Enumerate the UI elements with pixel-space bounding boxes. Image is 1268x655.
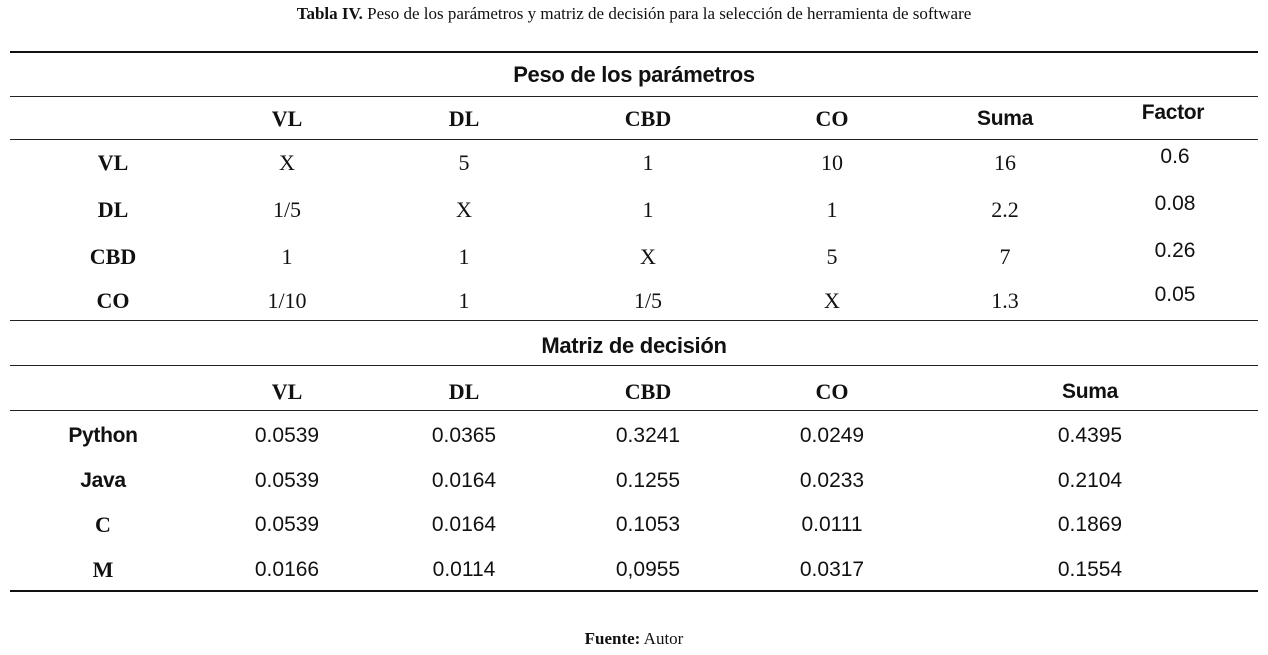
matrix-title-rule: [10, 365, 1258, 366]
table-cell: 0.1869: [1057, 513, 1123, 536]
table-cell: 1/10: [267, 288, 307, 313]
table-cell: X: [456, 197, 472, 222]
row-label: VL: [97, 150, 129, 175]
table-bottom-rule: [10, 590, 1258, 592]
table-cell: 0.0539: [254, 469, 320, 492]
table-cell: 1: [458, 288, 470, 313]
matrix-header-vl: VL: [271, 379, 303, 404]
table-cell: X: [279, 150, 295, 175]
decision-table: [10, 50, 1258, 592]
weights-title-rule: [10, 96, 1258, 97]
table-row: [10, 419, 1258, 453]
table-cell: 16: [994, 150, 1016, 175]
weights-bottom-rule: [10, 320, 1258, 321]
weights-header-co: CO: [815, 106, 849, 131]
matrix-header-row: [10, 375, 1258, 409]
table-cell: 1: [281, 244, 293, 269]
source-text: Autor: [640, 629, 684, 648]
table-cell: 7: [999, 244, 1011, 269]
table-cell: 0.0164: [431, 469, 497, 492]
table-cell: 5: [458, 150, 470, 175]
matrix-header-suma: Suma: [1062, 380, 1118, 403]
matrix-header-co: CO: [815, 379, 849, 404]
table-row: [10, 464, 1258, 498]
source-note: [0, 628, 1268, 650]
table-cell: 0.4395: [1057, 424, 1123, 447]
table-cell: 0.05: [1154, 283, 1196, 306]
matrix-header-dl: DL: [448, 379, 480, 404]
table-cell: 5: [826, 244, 838, 269]
caption-label: Tabla IV.: [296, 4, 363, 23]
table-cell: 0.0233: [799, 469, 865, 492]
table-cell: 0.0114: [432, 558, 496, 581]
table-row: [10, 240, 1258, 274]
table-cell: 0.0249: [799, 424, 865, 447]
table-cell: 0.1554: [1057, 558, 1123, 581]
row-label: DL: [97, 197, 129, 222]
table-cell: 0.1255: [615, 469, 681, 492]
table-cell: X: [824, 288, 840, 313]
row-label: C: [95, 512, 111, 537]
table-caption: [0, 4, 1268, 24]
weights-header-suma: Suma: [977, 107, 1033, 130]
table-cell: 1/5: [272, 197, 302, 222]
table-cell: 0.3241: [615, 424, 681, 447]
table-row: [10, 193, 1258, 227]
weights-header-rule: [10, 139, 1258, 140]
table-cell: 0.0539: [254, 424, 320, 447]
table-cell: 0.0166: [254, 558, 320, 581]
table-top-rule: [10, 51, 1258, 53]
caption-text: Peso de los parámetros y matriz de decisión para la selección de herramienta de software: [362, 4, 972, 23]
row-label: M: [92, 557, 114, 582]
table-cell: 0.26: [1154, 239, 1196, 262]
table-cell: 0.0539: [254, 513, 320, 536]
table-cell: 1.3: [991, 288, 1019, 313]
matrix-header-rule: [10, 410, 1258, 411]
table-cell: 1: [642, 197, 654, 222]
table-row: [10, 284, 1258, 318]
weights-header-row: [10, 102, 1258, 136]
table-cell: 0.0365: [431, 424, 497, 447]
table-cell: 0.1053: [615, 513, 681, 536]
weights-header-vl: VL: [271, 106, 303, 131]
table-cell: 1: [642, 150, 654, 175]
row-label: CO: [96, 288, 130, 313]
table-cell: 2.2: [991, 197, 1019, 222]
matrix-header-cbd: CBD: [624, 379, 672, 404]
table-cell: 10: [821, 150, 843, 175]
weights-section-title: Peso de los parámetros: [513, 62, 755, 87]
table-cell: 0.08: [1154, 192, 1196, 215]
table-row: [10, 553, 1258, 587]
table-row: [10, 508, 1258, 542]
table-cell: 0.2104: [1057, 469, 1123, 492]
table-cell: 0.0164: [431, 513, 497, 536]
matrix-section-title: Matriz de decisión: [541, 333, 727, 358]
table-row: [10, 146, 1258, 180]
weights-header-cbd: CBD: [624, 106, 672, 131]
table-cell: 1: [826, 197, 838, 222]
table-cell: 0.6: [1160, 145, 1190, 168]
table-cell: 0,0955: [615, 558, 681, 581]
weights-header-dl: DL: [448, 106, 480, 131]
row-label: CBD: [89, 244, 137, 269]
row-label: Java: [80, 469, 126, 492]
table-cell: X: [640, 244, 656, 269]
source-label: Fuente:: [584, 629, 641, 648]
table-cell: 0.0111: [801, 513, 863, 536]
table-cell: 0.0317: [799, 558, 865, 581]
row-label: Python: [68, 424, 138, 447]
table-cell: 1/5: [633, 288, 663, 313]
weights-header-factor: Factor: [1141, 101, 1205, 124]
table-cell: 1: [458, 244, 470, 269]
